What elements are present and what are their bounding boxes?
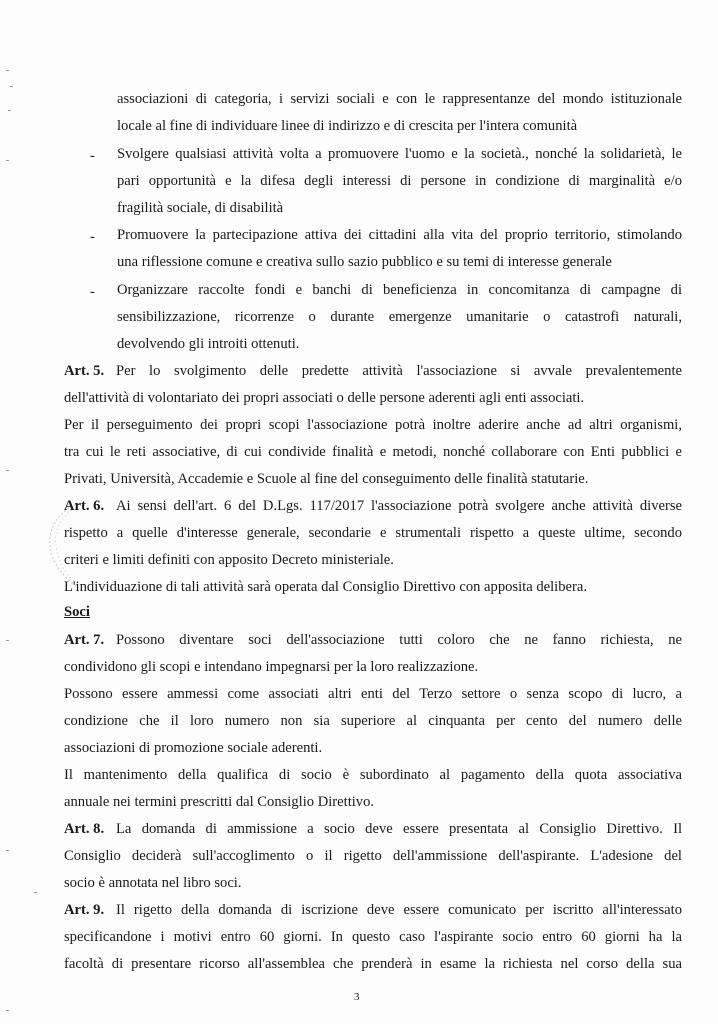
- text-line: L'individuazione di tali attività sarà operata dal Consiglio Direttivo con apposita delibera.: [64, 579, 587, 595]
- text-line: Possono essere ammessi come associati altri enti del Terzo settore o senza scopo di lucro, a: [64, 686, 682, 702]
- text-line: Il mantenimento della qualifica di socio è subordinato al pagamento della quota associativa: [64, 767, 682, 783]
- scan-mark: [6, 160, 9, 161]
- text-line: Per il perseguimento dei propri scopi l'associazione potrà inoltre aderire anche ad altri organismi,: [64, 417, 682, 433]
- article-label: Art. 7.: [64, 632, 105, 648]
- article-label: Art. 5.: [64, 363, 105, 379]
- page-number: 3: [354, 991, 360, 1003]
- text-line: rispetto a quelle d'interesse generale, secondarie e strumentali rispetto a queste ultime, secondo: [64, 525, 682, 541]
- text-line: specificandone i motivi entro 60 giorni. In questo caso l'aspirante socio entro 60 giorni ha la: [64, 929, 682, 945]
- text-line: associazioni di categoria, i servizi sociali e con le rappresentanze del mondo istituzionale: [117, 91, 682, 107]
- text-line: Privati, Università, Accademie e Scuole al fine del conseguimento delle finalità statutarie.: [64, 471, 589, 487]
- text-line: fragilità sociale, di disabilità: [117, 200, 284, 216]
- text-line: Promuovere la partecipazione attiva dei cittadini alla vita del proprio territorio, stimolando: [117, 227, 682, 243]
- article-label: Art. 9.: [64, 902, 105, 918]
- scan-mark: [6, 470, 9, 471]
- text-line: tra cui le reti associative, di cui condivide finalità e metodi, nonché collaborare con Enti pubblici e: [64, 444, 682, 460]
- article-label: Art. 8.: [64, 821, 105, 837]
- text-line: locale al fine di individuare linee di indirizzo e di crescita per l'intera comunità: [117, 118, 578, 134]
- scan-mark: [8, 110, 11, 111]
- text-line: condizione che il loro numero non sia superiore al cinquanta per cento del numero delle: [64, 713, 682, 729]
- text-line: criteri e limiti definiti con apposito Decreto ministeriale.: [64, 552, 394, 568]
- bullet-dash: -: [90, 229, 95, 245]
- text-line: condividono gli scopi e intendano impegnarsi per la loro realizzazione.: [64, 659, 479, 675]
- text-line: La domanda di ammissione a socio deve essere presentata al Consiglio Direttivo. Il: [116, 821, 682, 837]
- scan-mark: [10, 86, 13, 87]
- article-7-label: [64, 631, 104, 649]
- article-6-label: [64, 497, 104, 515]
- text-line: sensibilizzazione, ricorrenze o durante emergenze umanitarie o catastrofi naturali,: [117, 309, 682, 325]
- text-line: Per lo svolgimento delle predette attività l'associazione si avvale prevalentemente: [116, 363, 682, 379]
- text-line: Ai sensi dell'art. 6 del D.Lgs. 117/2017 l'associazione potrà svolgere anche attività diverse: [116, 498, 682, 514]
- section-title-soci: Soci: [64, 604, 90, 620]
- scan-mark: [6, 70, 9, 71]
- text-line: Svolgere qualsiasi attività volta a promuovere l'uomo e la società., nonché la solidarietà, le: [117, 146, 682, 162]
- article-5-label: [64, 362, 104, 380]
- scan-mark: [6, 850, 9, 851]
- text-line: associazioni di promozione sociale aderenti.: [64, 740, 323, 756]
- scan-mark: [34, 892, 37, 893]
- text-line: devolvendo gli introiti ottenuti.: [117, 336, 300, 352]
- text-line: una riflessione comune e creativa sullo sazio pubblico e su temi di interesse generale: [117, 254, 612, 270]
- article-8-label: [64, 820, 104, 838]
- article-label: Art. 6.: [64, 498, 105, 514]
- bullet-dash: -: [90, 284, 95, 300]
- text-line: Consiglio deciderà sull'accoglimento o il rigetto dell'ammissione dell'aspirante. L'adesione del: [64, 848, 682, 864]
- scan-mark: [6, 1010, 9, 1011]
- text-line: Il rigetto della domanda di iscrizione deve essere comunicato per iscritto all'interessato: [116, 902, 682, 918]
- article-9-label: [64, 901, 104, 919]
- text-line: dell'attività di volontariato dei propri associati o delle persone aderenti agli enti associati.: [64, 390, 585, 406]
- text-line: Organizzare raccolte fondi e banchi di beneficienza in concomitanza di campagne di: [117, 282, 682, 298]
- text-line: socio è annotata nel libro soci.: [64, 875, 242, 891]
- text-line: annuale nei termini prescritti dal Consiglio Direttivo.: [64, 794, 375, 810]
- bullet-dash: -: [90, 148, 95, 164]
- text-line: pari opportunità e la difesa degli interessi di persone in condizione di marginalità e/o: [117, 173, 682, 189]
- text-line: Possono diventare soci dell'associazione tutti coloro che ne fanno richiesta, ne: [116, 632, 682, 648]
- text-line: facoltà di presentare ricorso all'assemblea che prenderà in esame la richiesta nel corso della sua: [64, 956, 682, 972]
- scan-mark: [6, 640, 9, 641]
